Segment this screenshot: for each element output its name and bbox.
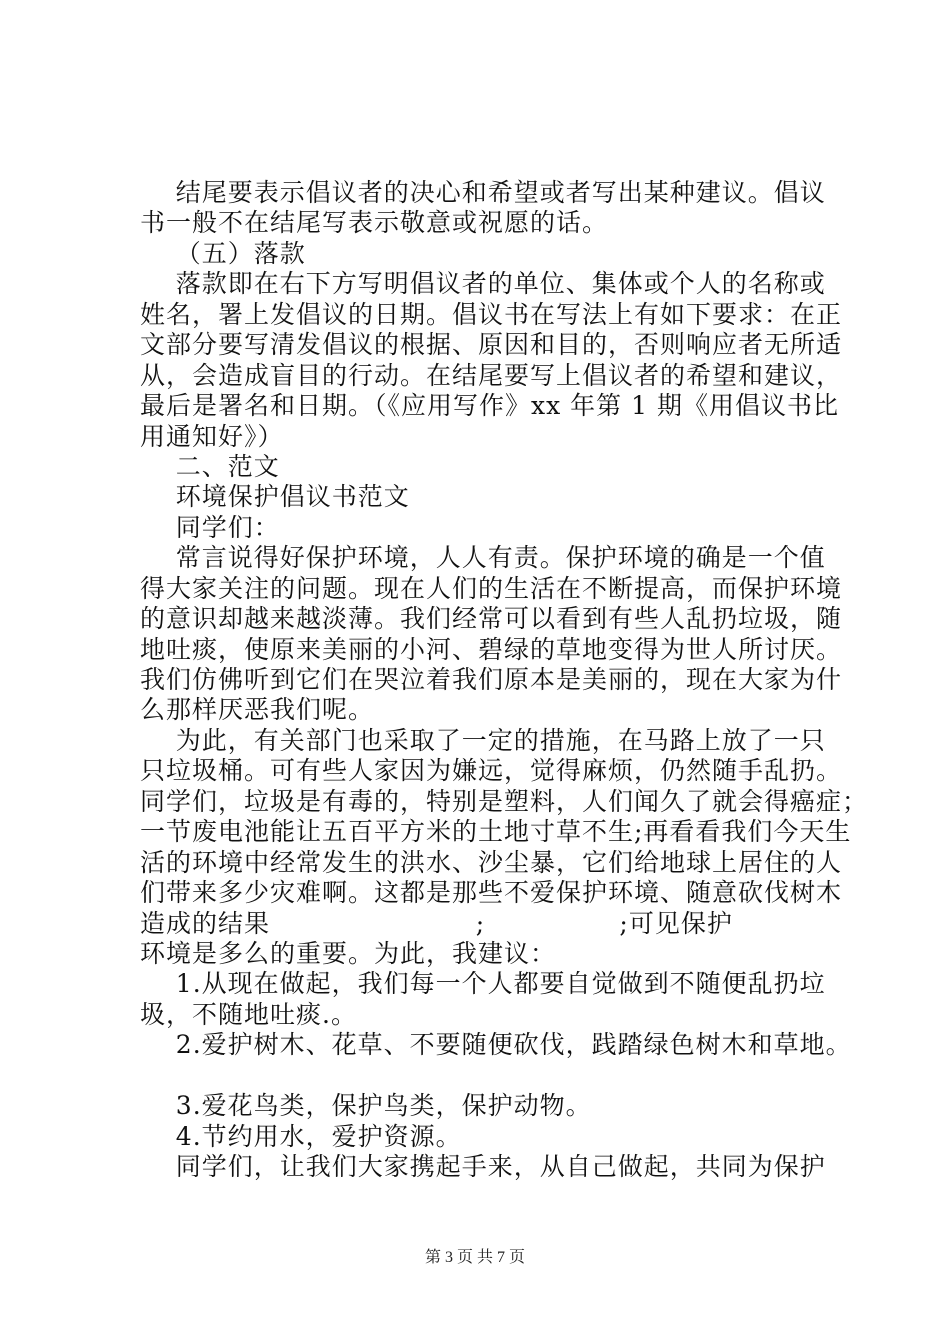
text-line: 么那样厌恶我们呢。 <box>140 695 375 724</box>
page-footer: 第 3 页 共 7 页 <box>424 1249 525 1266</box>
text-line: 得大家关注的问题。现在人们的生活在不断提高，而保护环境 <box>140 574 843 603</box>
text-line: 我们仿佛听到它们在哭泣着我们原本是美丽的，现在大家为什 <box>140 665 843 694</box>
text-line: 最后是署名和日期。（《应用写作》xx 年第 1 期《用倡议书比 <box>140 391 839 420</box>
text-line: 们带来多少灾难啊。这都是那些不爱保护环境、随意砍伐树木 <box>140 878 843 907</box>
section-heading: 二、范文 <box>140 452 280 481</box>
section-heading: （五）落款 <box>140 239 306 268</box>
list-item: 2.爱护树木、花草、不要随便砍伐，践踏绿色树木和草地。 <box>140 1030 852 1059</box>
text-line: 为此，有关部门也采取了一定的措施，在马路上放了一只 <box>140 726 826 755</box>
text-line: 姓名，署上发倡议的日期。倡议书在写法上有如下要求：在正 <box>140 300 843 329</box>
list-item: 4.节约用水，爱护资源。 <box>140 1122 462 1151</box>
text-line: 地吐痰，使原来美丽的小河、碧绿的草地变得为世人所讨厌。 <box>140 635 843 664</box>
text-line: 同学们，让我们大家携起手来，从自己做起，共同为保护 <box>140 1152 826 1181</box>
text-line: 活的环境中经常发生的洪水、沙尘暴，它们给地球上居住的人 <box>140 848 843 877</box>
text-line: 同学们，垃圾是有毒的，特别是塑料，人们闻久了就会得癌症； <box>140 787 869 816</box>
sample-title: 环境保护倡议书范文 <box>140 482 410 511</box>
text-line: 一节废电池能让五百平方米的土地寸草不生;再看看我们今天生 <box>140 817 852 846</box>
text-line: 从，会造成盲目的行动。在结尾要写上倡议者的希望和建议， <box>140 361 843 390</box>
text-line: 用通知好》） <box>140 422 284 451</box>
text-line: 的意识却越来越淡薄。我们经常可以看到有些人乱扔垃圾，随 <box>140 604 843 633</box>
list-item: 圾，不随地吐痰.。 <box>140 1000 357 1029</box>
text-line: 书一般不在结尾写表示敬意或祝愿的话。 <box>140 208 609 237</box>
salutation: 同学们： <box>140 513 280 542</box>
text-line: 造成的结果 ; ;可见保护 <box>140 909 733 938</box>
text-line: 只垃圾桶。可有些人家因为嫌远，觉得麻烦，仍然随手乱扔。 <box>140 756 843 785</box>
text-line: 环境是多么的重要。为此，我建议： <box>140 939 557 968</box>
list-item: 1.从现在做起，我们每一个人都要自觉做到不随便乱扔垃 <box>140 969 826 998</box>
text-line: 常言说得好保护环境，人人有责。保护环境的确是一个值 <box>140 543 826 572</box>
text-line: 文部分要写清发倡议的根据、原因和目的，否则响应者无所适 <box>140 330 843 359</box>
list-item: 3.爱花鸟类，保护鸟类，保护动物。 <box>140 1091 592 1120</box>
text-line: 落款即在右下方写明倡议者的单位、集体或个人的名称或 <box>140 269 826 298</box>
text-line: 结尾要表示倡议者的决心和希望或者写出某种建议。倡议 <box>140 178 826 207</box>
